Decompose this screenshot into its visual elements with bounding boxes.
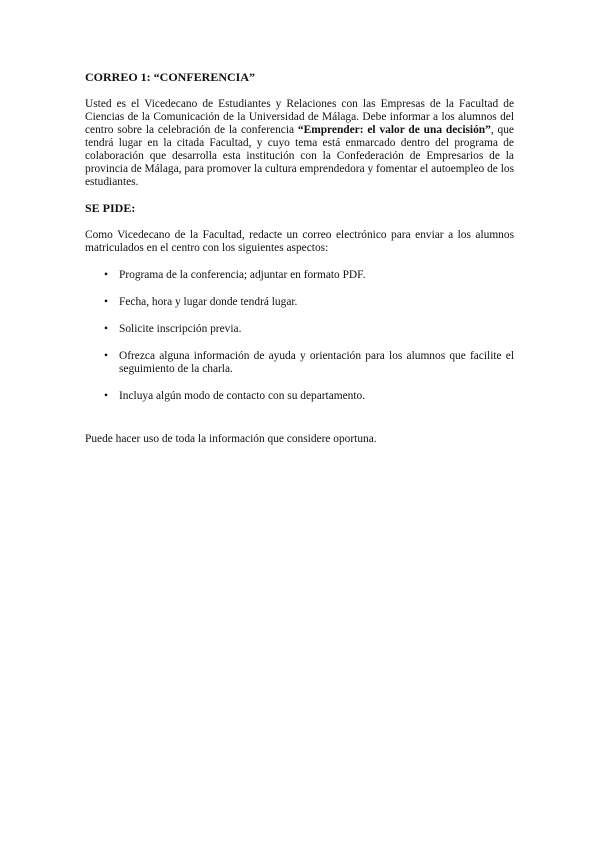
list-item xyxy=(85,296,514,309)
conference-title: “Emprender: el valor de una decisión” xyxy=(297,124,491,136)
bullet-icon: • xyxy=(104,390,108,402)
list-item-text: Ofrezca alguna información de ayuda y orientación para los alumnos que facilite el seguimiento de la charla. xyxy=(119,350,514,375)
list-item-text: Incluya algún modo de contacto con su departamento. xyxy=(119,390,366,402)
document-content xyxy=(85,70,514,458)
list-item xyxy=(85,323,514,336)
intro-text-part2: , que tendrá lugar en la citada Facultad, y cuyo tema está enmarcado dentro del programa de colaboración que desarrolla esta institución con la Confederación de Empresarios de la provincia de Málaga, para promover la cultura emprendedora y fomentar el autoempleo de los estudiantes. xyxy=(85,124,514,188)
document-title: CORREO 1: “CONFERENCIA” xyxy=(85,70,256,84)
requirements-list xyxy=(85,269,514,403)
list-item-text: Solicite inscripción previa. xyxy=(119,323,242,335)
bullet-icon: • xyxy=(104,296,108,308)
list-item-text: Programa de la conferencia; adjuntar en formato PDF. xyxy=(119,269,366,281)
bullet-icon: • xyxy=(104,323,108,335)
se-pide-heading: SE PIDE: xyxy=(85,201,136,215)
closing-text: Puede hacer uso de toda la información que considere oportuna. xyxy=(85,433,377,445)
intro-paragraph xyxy=(85,98,514,189)
list-item-text: Fecha, hora y lugar donde tendrá lugar. xyxy=(119,296,298,308)
bullet-icon: • xyxy=(104,269,108,281)
bullet-icon: • xyxy=(104,350,108,362)
intro-text-part1: Usted es el Vicedecano de Estudiantes y Relaciones con las Empresas de la Facultad de Ciencias de la Comunicación de la Universidad de Málaga. Debe informar a los alumnos del centro sobre la celebración de la conferencia xyxy=(85,98,514,136)
list-item xyxy=(85,269,514,282)
instruction-paragraph: Como Vicedecano de la Facultad, redacte un correo electrónico para enviar a los alumnos matriculados en el centro con los siguientes aspectos: xyxy=(85,229,514,254)
list-item xyxy=(85,390,514,403)
list-item xyxy=(85,350,514,376)
